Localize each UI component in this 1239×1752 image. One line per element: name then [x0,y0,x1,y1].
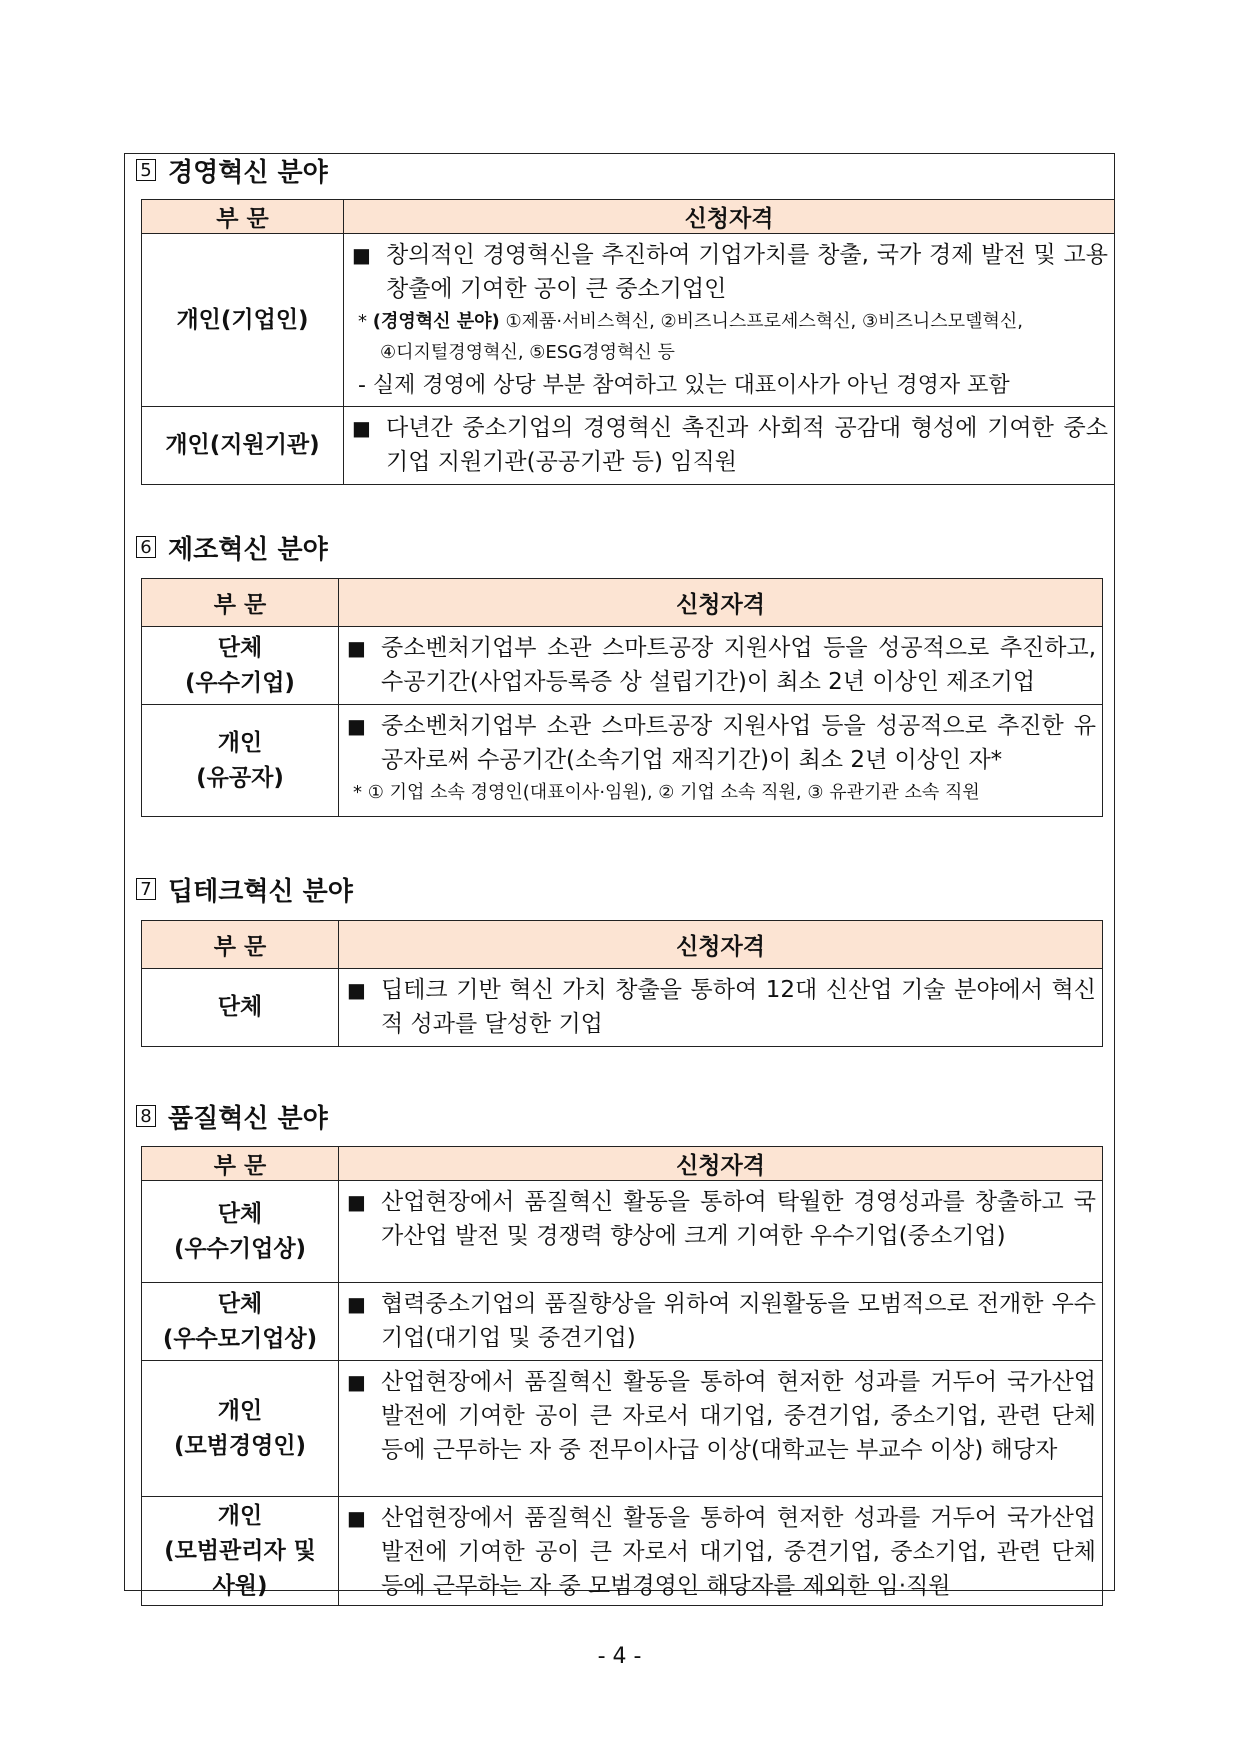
square-bullet-icon: ■ [352,243,371,267]
section-title [136,153,328,187]
square-bullet-icon: ■ [347,714,366,738]
section-title [136,872,353,906]
header-category: 부 문 [142,1147,339,1181]
qualification-table [141,578,1103,817]
section-title-text: 품질혁신 분야 [168,1103,328,1134]
qualification-cell: ■ 중소벤처기업부 소관 스마트공장 지원사업 등을 성공적으로 추진하고, 수공기간(사업자등록증 상 설립기간)이 최소 2년 이상인 제조기업 [339,627,1103,705]
category-cell: 개인 (모범관리자 및 사원) [142,1497,339,1606]
category-cell: 개인(지원기관) [142,407,344,485]
note: * ① 기업 소속 경영인(대표이사·임원), ② 기업 소속 직원, ③ 유관기관 소속 직원 [353,782,980,803]
table-row [142,1283,1103,1361]
table-row [142,1361,1103,1497]
header-category: 부 문 [142,921,339,969]
table-row [142,705,1103,817]
qualification-cell: ■ 산업현장에서 품질혁신 활동을 통하여 탁월한 경영성과를 창출하고 국가산업 발전 및 경쟁력 향상에 크게 기여한 우수기업(중소기업) [339,1181,1103,1283]
header-qualification: 신청자격 [344,200,1115,234]
square-bullet-icon: ■ [347,1370,366,1394]
section-number: 5 [136,159,156,181]
square-bullet-icon: ■ [352,416,371,440]
qualification-cell: ■ 딥테크 기반 혁신 가치 창출을 통하여 12대 신산업 기술 분야에서 혁신적 성과를 달성한 기업 [339,969,1103,1047]
page-number: - 4 - [597,1644,642,1669]
category-cell: 단체 (우수기업) [142,627,339,705]
section-management-innovation [136,153,1108,475]
section-number: 8 [136,1105,156,1127]
qualification-cell: ■ 창의적인 경영혁신을 추진하여 기업가치를 창출, 국가 경제 발전 및 고용 창출에 기여한 공이 큰 중소기업인 * (경영혁신 분야) ①제품·서비스혁신, ②비즈니스프로세스혁신, ③비즈니스모델혁신, ④디지털경영혁신, ⑤ESG경영혁신 등 - 실제 경영에 상당 부분 참여하고 있는 대표이사가 아닌 경영자 포함 [344,234,1115,407]
section-deeptech-innovation [136,872,1096,1037]
square-bullet-icon: ■ [347,1506,366,1530]
table-row [142,1497,1103,1606]
table-row [142,627,1103,705]
square-bullet-icon: ■ [347,1292,366,1316]
note: * (경영혁신 분야) ①제품·서비스혁신, ②비즈니스프로세스혁신, ③비즈니스모델혁신, [358,311,1023,332]
qualification-cell: ■ 산업현장에서 품질혁신 활동을 통하여 현저한 성과를 거두어 국가산업 발전에 기여한 공이 큰 자로서 대기업, 중견기업, 중소기업, 관련 단체 등에 근무하는 자 중 모범경영인 해당자를 제외한 임·직원 [339,1497,1103,1606]
category-cell: 단체 [142,969,339,1047]
section-title [136,530,328,564]
qualification-cell: ■ 협력중소기업의 품질향상을 위하여 지원활동을 모범적으로 전개한 우수기업(대기업 및 중견기업) [339,1283,1103,1361]
qualification-table [141,199,1115,485]
table-row [142,407,1115,485]
section-quality-innovation [136,1099,1096,1599]
section-number: 6 [136,536,156,558]
dash-note: - 실제 경영에 상당 부분 참여하고 있는 대표이사가 아닌 경영자 포함 [358,373,1010,398]
qualification-table [141,920,1103,1047]
section-title-text: 제조혁신 분야 [168,534,328,565]
category-cell: 개인 (유공자) [142,705,339,817]
qualification-cell: ■ 산업현장에서 품질혁신 활동을 통하여 현저한 성과를 거두어 국가산업 발전에 기여한 공이 큰 자로서 대기업, 중견기업, 중소기업, 관련 단체 등에 근무하는 자 중 전무이사급 이상(대학교는 부교수 이상) 해당자 [339,1361,1103,1497]
section-manufacturing-innovation [136,530,1096,803]
qualification-table [141,1146,1103,1606]
square-bullet-icon: ■ [347,1190,366,1214]
category-cell: 개인(기업인) [142,234,344,407]
qualification-cell: ■ 다년간 중소기업의 경영혁신 촉진과 사회적 공감대 형성에 기여한 중소기업 지원기관(공공기관 등) 임직원 [344,407,1115,485]
header-qualification: 신청자격 [339,921,1103,969]
category-cell: 개인 (모범경영인) [142,1361,339,1497]
category-cell: 단체 (우수모기업상) [142,1283,339,1361]
section-title-text: 딥테크혁신 분야 [168,876,353,907]
qualification-cell: ■ 중소벤처기업부 소관 스마트공장 지원사업 등을 성공적으로 추진한 유공자로써 수공기간(소속기업 재직기간)이 최소 2년 이상인 자* * ① 기업 소속 경영인(대표이사·임원), ② 기업 소속 직원, ③ 유관기관 소속 직원 [339,705,1103,817]
table-row [142,1181,1103,1283]
header-qualification: 신청자격 [339,579,1103,627]
section-title [136,1099,328,1133]
header-qualification: 신청자격 [339,1147,1103,1181]
square-bullet-icon: ■ [347,636,366,660]
header-category: 부 문 [142,579,339,627]
table-row [142,234,1115,407]
section-title-text: 경영혁신 분야 [168,157,328,188]
section-number: 7 [136,878,156,900]
header-category: 부 문 [142,200,344,234]
category-cell: 단체 (우수기업상) [142,1181,339,1283]
square-bullet-icon: ■ [347,978,366,1002]
table-row [142,969,1103,1047]
